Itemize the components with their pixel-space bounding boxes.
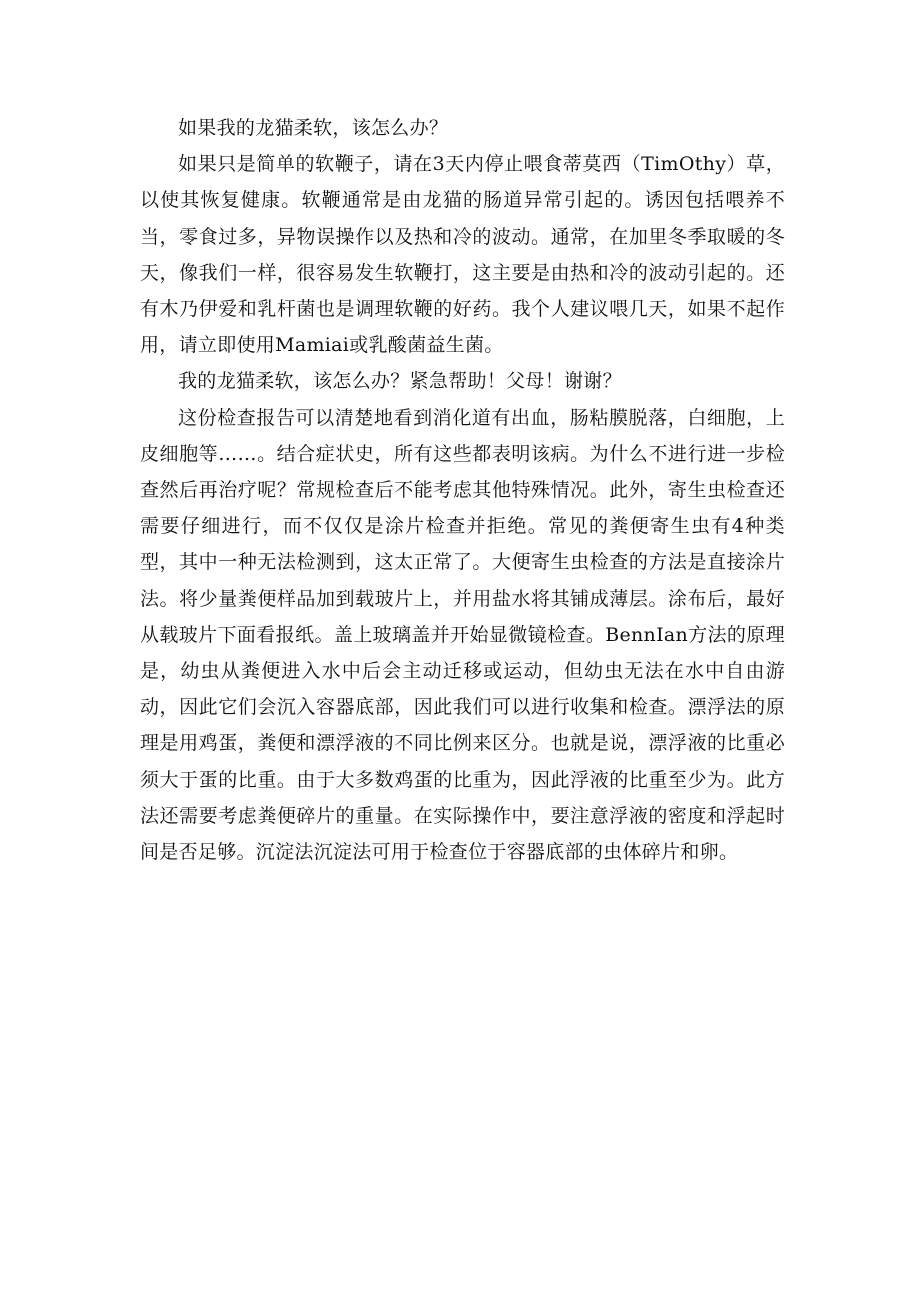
document-body [140,110,785,870]
question-heading-2: 我的龙猫柔软，该怎么办？紧急帮助！父母！谢谢？ [178,370,622,393]
answer-paragraph-1: 如果只是简单的软鞭子，请在3天内停止喂食蒂莫西（TimOthy）草，以使其恢复健康。软鞭通常是由龙猫的肠道异常引起的。诱因包括喂养不当，零食过多，异物误操作以及热和冷的波动。通常，在加里冬季取暖的冬天，像我们一样，很容易发生软鞭打，这主要是由热和冷的波动引起的。还有木乃伊爱和乳杆菌也是调理软鞭的好药。我个人建议喂几天，如果不起作用，请立即使用Mamiai或乳酸菌益生菌。 [140,153,785,357]
answer-paragraph-2: 这份检查报告可以清楚地看到消化道有出血，肠粘膜脱落，白细胞，上皮细胞等……。结合症状史，所有这些都表明该病。为什么不进行进一步检查然后再治疗呢？常规检查后不能考虑其他特殊情况。此外，寄生虫检查还需要仔细进行，而不仅仅是涂片检查并拒绝。常见的粪便寄生虫有4种类型，其中一种无法检测到，这太正常了。大便寄生虫检查的方法是直接涂片法。将少量粪便样品加到载玻片上，并用盐水将其铺成薄层。涂布后，最好从载玻片下面看报纸。盖上玻璃盖并开始显微镜检查。BennIan方法的原理是，幼虫从粪便进入水中后会主动迁移或运动，但幼虫无法在水中自由游动，因此它们会沉入容器底部，因此我们可以进行收集和检查。漂浮法的原理是用鸡蛋，粪便和漂浮液的不同比例来区分。也就是说，漂浮液的比重必须大于蛋的比重。由于大多数鸡蛋的比重为，因此浮液的比重至少为。此方法还需要考虑粪便碎片的重量。在实际操作中，要注意浮液的密度和浮起时间是否足够。沉淀法沉淀法可用于检查位于容器底部的虫体碎片和卵。 [140,406,785,864]
question-heading-1: 如果我的龙猫柔软，该怎么办？ [178,117,449,139]
